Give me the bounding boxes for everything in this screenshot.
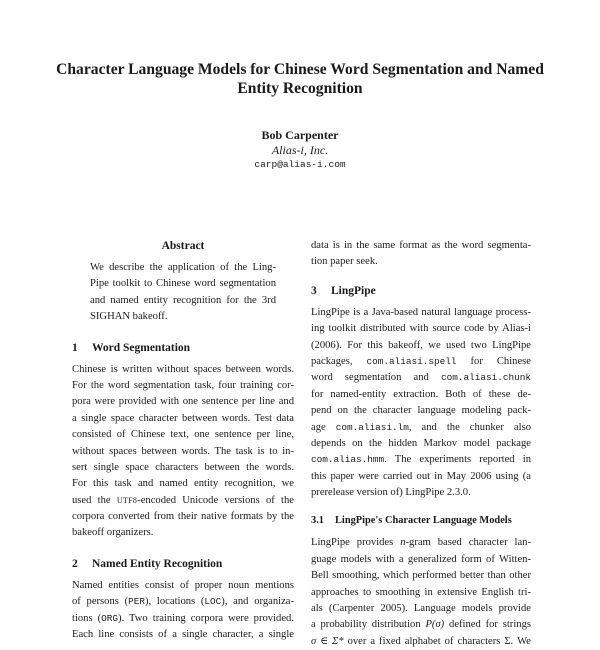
body-line: of persons (PER), locations (LOC), and organiza- [72, 596, 294, 608]
title-line: Character Language Models for Chinese Word Segmentation and Named [56, 61, 544, 78]
section-number: 1 [72, 341, 78, 354]
author-email: carp@alias-i.com [254, 159, 346, 170]
body-line: corpora converted from their native formats by the [72, 511, 294, 523]
body-line: a probability distribution P(σ) defined for strings [311, 619, 531, 631]
author-block [0, 128, 600, 172]
body-line: approaches to smoothing in extensive English tri- [311, 586, 531, 598]
body-line: (2006). For this bakeoff, we used two LingPipe [311, 339, 531, 351]
section-heading-word-segmentation [72, 340, 294, 356]
subsection-heading-character-language-models [311, 513, 531, 529]
body-line: packages, com.aliasi.spell for Chinese [311, 355, 531, 367]
section-heading-lingpipe [311, 283, 531, 299]
body-line: age com.aliasi.lm, and the chunker also [311, 421, 531, 433]
section-body [72, 578, 294, 644]
abstract-line: and named entity recognition for the 3rd [90, 294, 276, 306]
subsection-title: LingPipe's Character Language Models [335, 515, 512, 527]
body-line: without spaces between words. The task is to in- [72, 445, 294, 457]
body-line: For the word segmentation task, four training cor- [72, 379, 294, 391]
body-line: sert single space characters between the words. [72, 461, 294, 473]
body-line: guage models with a generalized form of Witten- [311, 553, 531, 565]
paper-title [40, 60, 560, 98]
section-number: 3 [311, 284, 317, 297]
body-line: ing toolkit distributed with source code by Alias-i [311, 323, 531, 335]
body-line: LingPipe is a Java-based natural language process- [311, 306, 531, 318]
body-line: for named-entity extraction. Both of these de- [311, 388, 531, 400]
section-heading-named-entity-recognition [72, 556, 294, 572]
body-line: a single space character between words. Test data [72, 412, 294, 424]
body-line: com.alias.hmm. The experiments reported in [311, 454, 531, 466]
body-line: pend on the character language modeling pack- [311, 405, 531, 417]
author-name: Bob Carpenter [261, 128, 339, 142]
abstract-body [72, 260, 294, 326]
section-number: 2 [72, 557, 78, 570]
abstract-line: Pipe toolkit to Chinese word segmentation [90, 278, 276, 290]
body-line: Each line consists of a single character, a single [72, 629, 294, 641]
body-line: tion paper seek. [311, 256, 378, 268]
body-line: consisted of Chinese text, one sentence per line, [72, 429, 294, 441]
body-line: word segmentation and com.aliasi.chunk [311, 372, 531, 384]
section-body [311, 535, 531, 650]
subsection-number: 3.1 [311, 515, 324, 527]
body-line: pora were provided with one sentence per line and [72, 396, 294, 408]
abstract-line: SIGHAN bakeoff. [90, 311, 168, 323]
body-line: Bell smoothing, which performed better than other [311, 570, 531, 582]
body-line: For this task and named entity recognition, we [72, 478, 294, 490]
section-title: Word Segmentation [92, 341, 191, 354]
body-line: depends on the hidden Markov model package [311, 437, 531, 449]
left-column [72, 238, 294, 643]
continued-paragraph [311, 238, 531, 271]
title-line: Entity Recognition [237, 80, 363, 97]
section-title: Named Entity Recognition [92, 557, 223, 570]
body-line: prerelease version of) LingPipe 2.3.0. [311, 487, 471, 499]
body-line: σ ∈ Σ* over a fixed alphabet of characters Σ. We [311, 635, 531, 647]
body-line: bakeoff organizers. [72, 527, 154, 539]
body-line: LingPipe provides n-gram based character lan- [311, 537, 531, 549]
body-line: data is in the same format as the word segmenta- [311, 240, 531, 251]
section-body [72, 362, 294, 542]
abstract-heading: Abstract [161, 240, 205, 252]
body-line: Chinese is written without spaces between words. [72, 363, 294, 375]
right-column [311, 238, 531, 650]
body-line: als (Carpenter 2005). Language models provide [311, 603, 531, 615]
body-line: this paper were carried out in May 2006 using (a [311, 470, 531, 482]
body-line: tions (ORG). Two training corpora were provided. [72, 612, 294, 624]
body-line: used the UTF8-encoded Unicode versions of the [72, 494, 294, 506]
author-affiliation: Alias-i, Inc. [271, 143, 329, 157]
section-body [311, 305, 531, 502]
section-title: LingPipe [331, 284, 376, 297]
body-line: Named entities consist of proper noun mentions [72, 579, 294, 591]
abstract-line: We describe the application of the Ling- [90, 262, 276, 273]
